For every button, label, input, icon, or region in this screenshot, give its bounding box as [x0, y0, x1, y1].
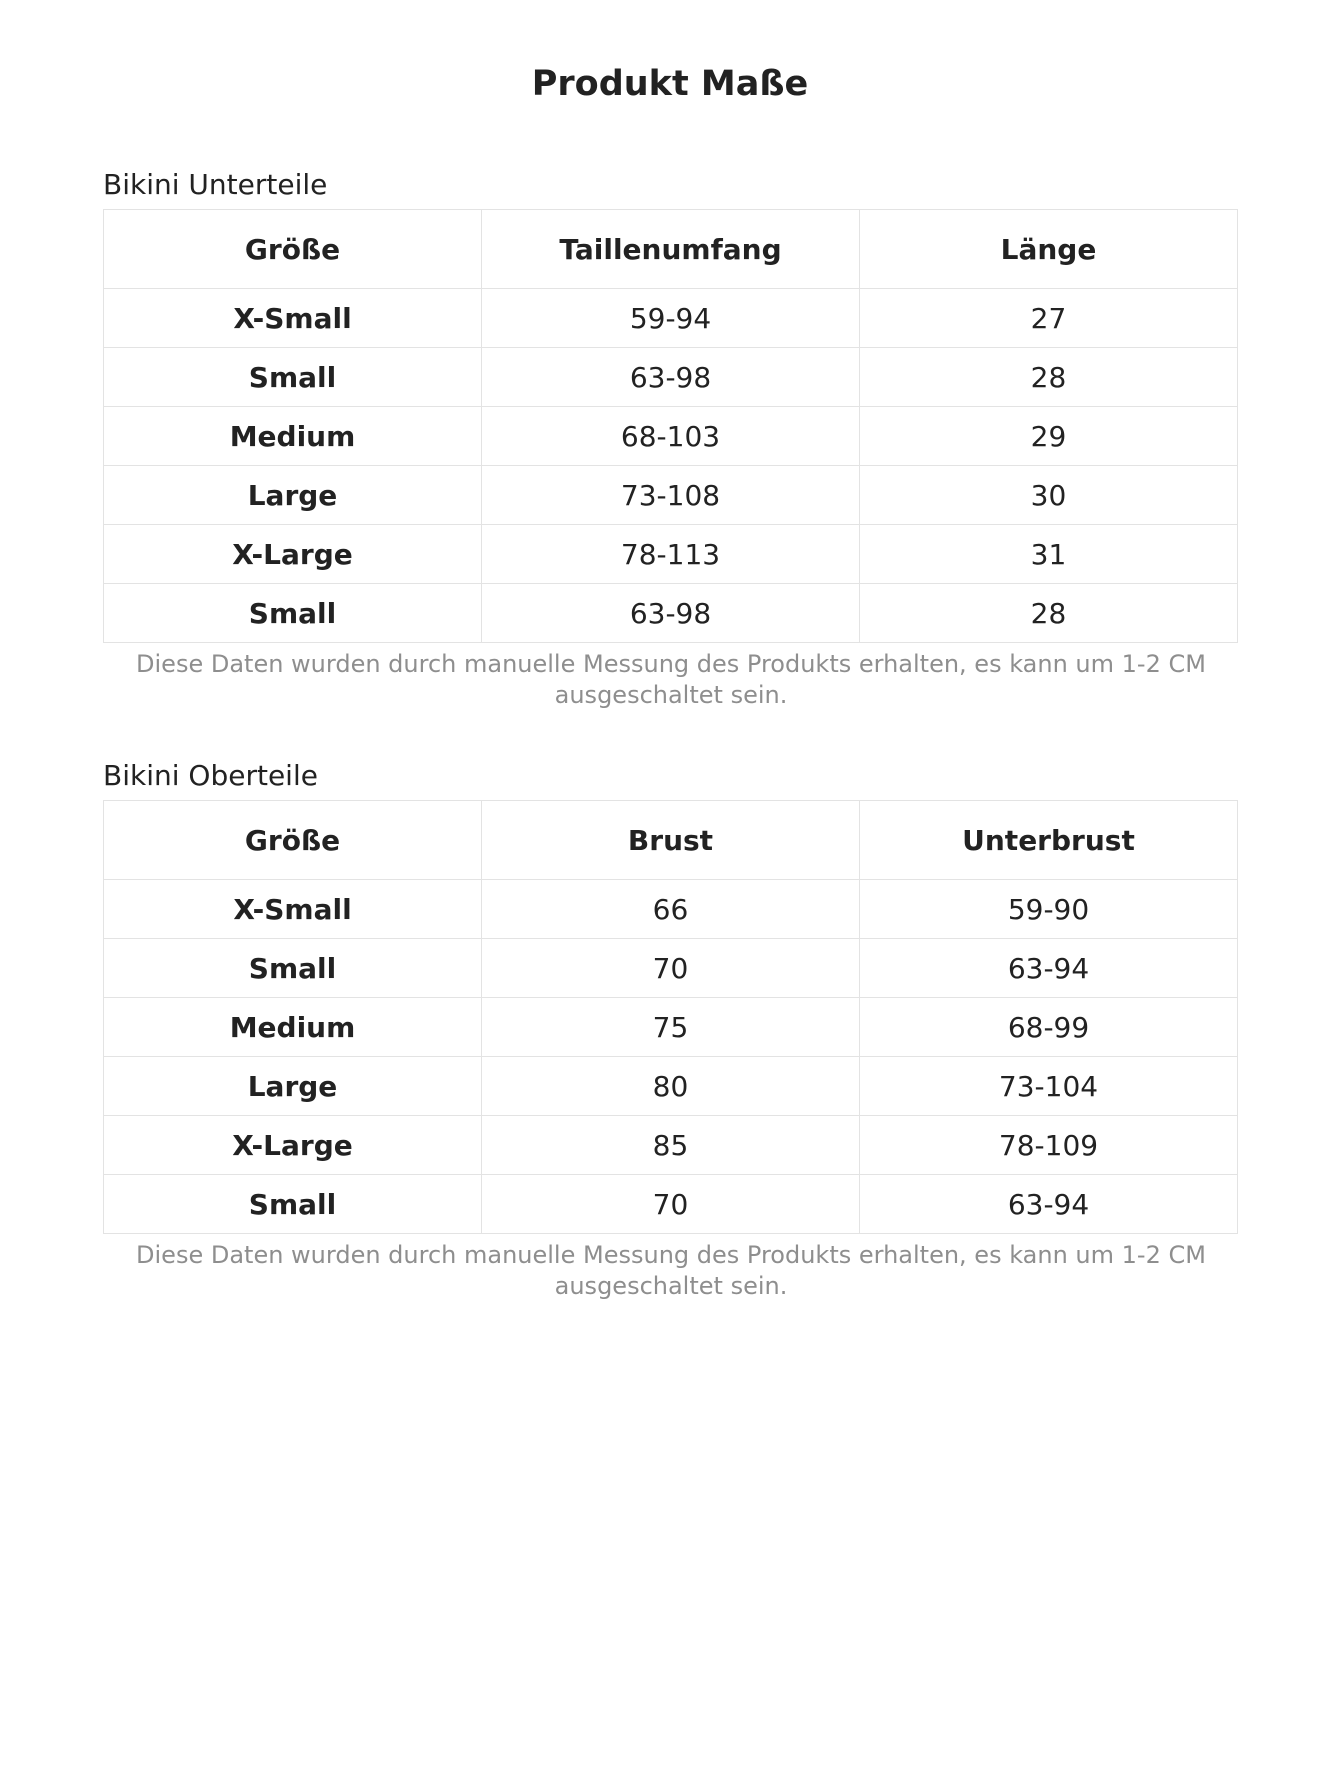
- length-cell: 29: [860, 407, 1238, 466]
- size-cell: Small: [104, 348, 482, 407]
- waist-cell: 59-94: [482, 289, 860, 348]
- table-row: [104, 407, 1238, 466]
- size-cell: Small: [104, 584, 482, 643]
- column-header-size: Größe: [104, 801, 482, 880]
- column-header-size: Größe: [104, 210, 482, 289]
- waist-cell: 63-98: [482, 348, 860, 407]
- table-row: [104, 466, 1238, 525]
- bust-cell: 85: [482, 1116, 860, 1175]
- underbust-cell: 78-109: [860, 1116, 1238, 1175]
- length-cell: 28: [860, 584, 1238, 643]
- length-cell: 31: [860, 525, 1238, 584]
- bust-cell: 70: [482, 1175, 860, 1234]
- table-row: [104, 1116, 1238, 1175]
- table-header-row: [104, 210, 1238, 289]
- size-cell: Small: [104, 1175, 482, 1234]
- table-row: [104, 1175, 1238, 1234]
- column-header-underbust: Unterbrust: [860, 801, 1238, 880]
- waist-cell: 73-108: [482, 466, 860, 525]
- bust-cell: 66: [482, 880, 860, 939]
- bust-cell: 75: [482, 998, 860, 1057]
- table-row: [104, 1057, 1238, 1116]
- table-row: [104, 584, 1238, 643]
- table-row: [104, 289, 1238, 348]
- table-row: [104, 880, 1238, 939]
- section-title: Bikini Unterteile: [103, 168, 328, 201]
- table-header-row: [104, 801, 1238, 880]
- waist-cell: 63-98: [482, 584, 860, 643]
- section-bikini-oberteile: [103, 756, 1238, 1302]
- table-row: [104, 525, 1238, 584]
- measurement-note: Diese Daten wurden durch manuelle Messung des Produkts erhalten, es kann um 1-2 CM ausgeschaltet sein.: [136, 650, 1206, 709]
- column-header-length: Länge: [860, 210, 1238, 289]
- table-row: [104, 348, 1238, 407]
- underbust-cell: 59-90: [860, 880, 1238, 939]
- table-row: [104, 998, 1238, 1057]
- underbust-cell: 63-94: [860, 1175, 1238, 1234]
- size-table-oberteile: [103, 800, 1238, 1234]
- length-cell: 30: [860, 466, 1238, 525]
- page-title: Produkt Maße: [531, 64, 809, 104]
- size-cell: X-Small: [104, 289, 482, 348]
- column-header-waist: Taillenumfang: [482, 210, 860, 289]
- section-title: Bikini Oberteile: [103, 759, 318, 792]
- bust-cell: 70: [482, 939, 860, 998]
- column-header-bust: Brust: [482, 801, 860, 880]
- size-cell: X-Small: [104, 880, 482, 939]
- bust-cell: 80: [482, 1057, 860, 1116]
- waist-cell: 68-103: [482, 407, 860, 466]
- measurement-note: Diese Daten wurden durch manuelle Messung des Produkts erhalten, es kann um 1-2 CM ausgeschaltet sein.: [136, 1241, 1206, 1300]
- waist-cell: 78-113: [482, 525, 860, 584]
- section-bikini-unterteile: [103, 165, 1238, 711]
- size-cell: X-Large: [104, 525, 482, 584]
- length-cell: 28: [860, 348, 1238, 407]
- size-cell: X-Large: [104, 1116, 482, 1175]
- underbust-cell: 68-99: [860, 998, 1238, 1057]
- size-cell: Large: [104, 1057, 482, 1116]
- size-table-unterteile: [103, 209, 1238, 643]
- size-cell: Large: [104, 466, 482, 525]
- table-row: [104, 939, 1238, 998]
- length-cell: 27: [860, 289, 1238, 348]
- underbust-cell: 73-104: [860, 1057, 1238, 1116]
- size-cell: Small: [104, 939, 482, 998]
- size-cell: Medium: [104, 998, 482, 1057]
- size-cell: Medium: [104, 407, 482, 466]
- underbust-cell: 63-94: [860, 939, 1238, 998]
